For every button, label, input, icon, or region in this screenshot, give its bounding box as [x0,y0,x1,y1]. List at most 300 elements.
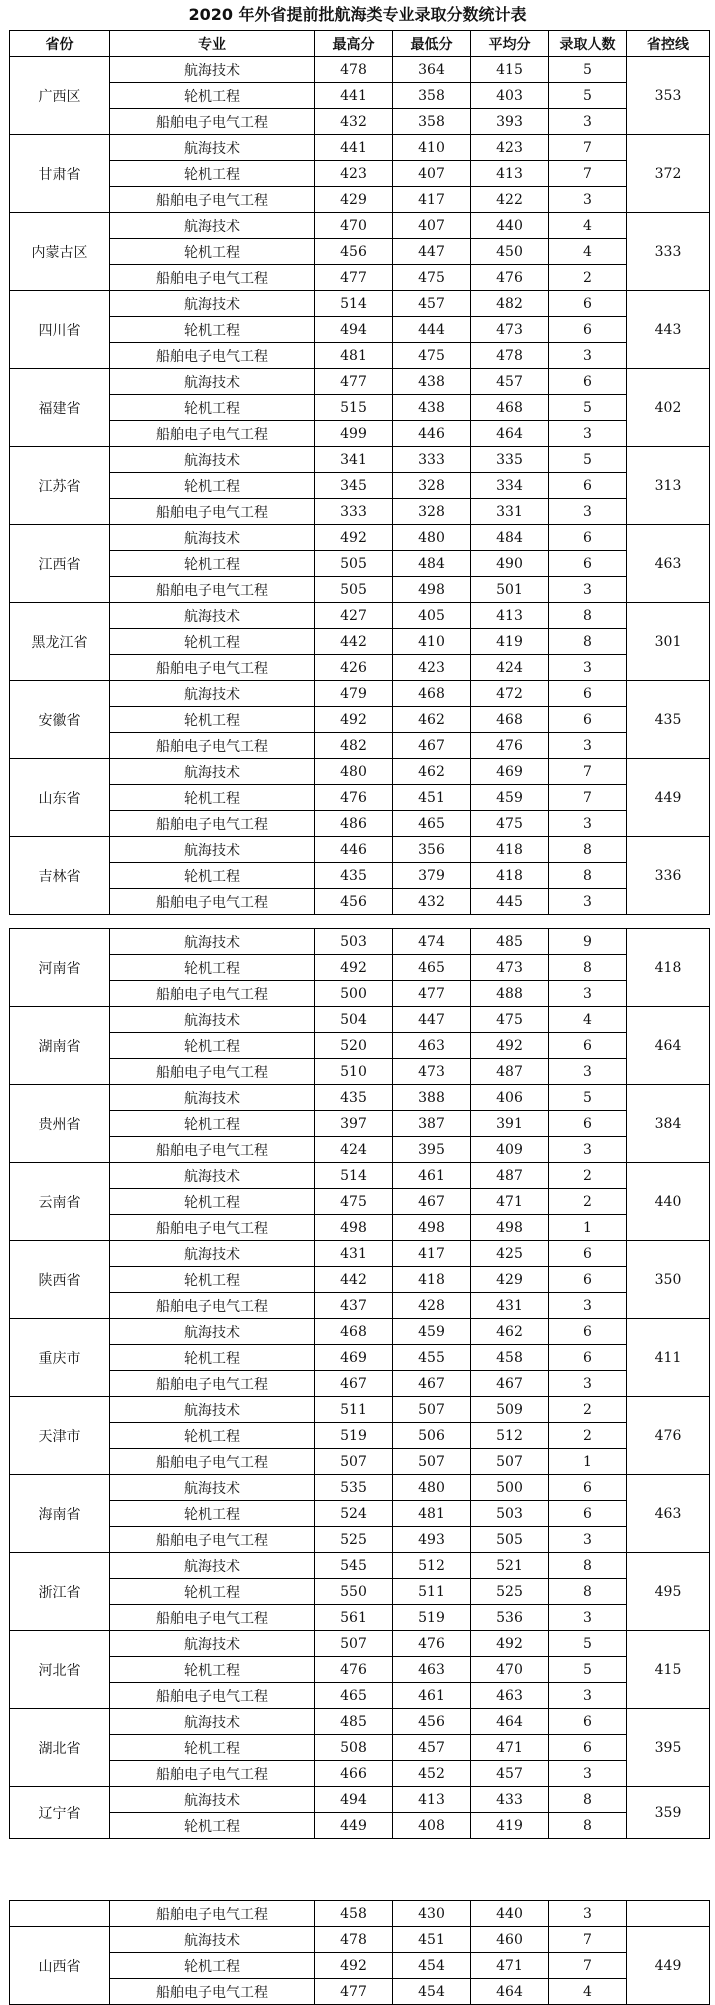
score-cell: 4 [549,213,627,239]
major-cell: 轮机工程 [110,1033,315,1059]
table-row [10,785,710,811]
score-cell: 498 [393,577,471,603]
score-cell: 427 [315,603,393,629]
major-cell: 船舶电子电气工程 [110,811,315,837]
major-cell: 轮机工程 [110,1267,315,1293]
score-cell: 5 [549,1631,627,1657]
score-cell: 432 [393,889,471,915]
major-cell: 轮机工程 [110,1953,315,1979]
score-cell: 458 [315,1901,393,1927]
score-cell: 441 [315,83,393,109]
score-cell: 8 [549,1813,627,1839]
major-cell: 航海技术 [110,1927,315,1953]
province-cell: 湖北省 [10,1709,110,1787]
score-cell: 407 [393,161,471,187]
score-cell: 492 [315,955,393,981]
table-row [10,707,710,733]
table-row [10,1241,710,1267]
control-line-cell: 313 [627,447,710,525]
table-row [10,291,710,317]
table-row [10,83,710,109]
major-cell: 航海技术 [110,1241,315,1267]
table-row [10,1683,710,1709]
score-cell: 435 [315,863,393,889]
table-row [10,265,710,291]
score-cell: 468 [315,1319,393,1345]
province-cell: 海南省 [10,1475,110,1553]
score-cell: 358 [393,83,471,109]
table-row [10,681,710,707]
major-cell: 轮机工程 [110,1735,315,1761]
score-cell: 387 [393,1111,471,1137]
score-cell: 419 [471,629,549,655]
control-line-cell: 402 [627,369,710,447]
table-row [10,187,710,213]
major-cell: 船舶电子电气工程 [110,1059,315,1085]
table-row [10,1371,710,1397]
score-cell: 3 [549,421,627,447]
score-cell: 477 [393,981,471,1007]
score-cell: 454 [393,1953,471,1979]
score-cell: 482 [471,291,549,317]
score-cell: 2 [549,265,627,291]
score-cell: 6 [549,1267,627,1293]
score-cell: 457 [471,369,549,395]
score-cell: 478 [315,1927,393,1953]
score-cell: 3 [549,1293,627,1319]
score-cell: 6 [549,291,627,317]
score-cell: 469 [315,1345,393,1371]
score-cell: 6 [549,1345,627,1371]
score-cell: 3 [549,577,627,603]
table-row [10,1787,710,1813]
score-cell: 4 [549,1007,627,1033]
score-cell: 482 [315,733,393,759]
score-cell: 536 [471,1605,549,1631]
score-cell: 514 [315,1163,393,1189]
score-cell: 6 [549,525,627,551]
major-cell: 船舶电子电气工程 [110,1137,315,1163]
score-cell: 3 [549,1605,627,1631]
score-cell: 477 [315,369,393,395]
table-row [10,109,710,135]
table-row [10,759,710,785]
score-cell: 408 [393,1813,471,1839]
province-cell: 江西省 [10,525,110,603]
score-cell: 507 [393,1397,471,1423]
province-cell: 广西区 [10,57,110,135]
score-cell: 440 [471,213,549,239]
major-cell: 轮机工程 [110,629,315,655]
table-row [10,1293,710,1319]
score-cell: 550 [315,1579,393,1605]
control-line-cell: 350 [627,1241,710,1319]
score-cell: 472 [471,681,549,707]
column-header: 最低分 [393,31,471,57]
control-line-cell: 418 [627,929,710,1007]
score-cell: 462 [393,707,471,733]
score-cell: 505 [315,551,393,577]
score-cell: 515 [315,395,393,421]
score-cell: 413 [393,1787,471,1813]
score-cell: 459 [471,785,549,811]
score-cell: 429 [315,187,393,213]
control-line-cell: 464 [627,1007,710,1085]
province-cell: 河北省 [10,1631,110,1709]
control-line-cell: 353 [627,57,710,135]
score-cell: 364 [393,57,471,83]
major-cell: 船舶电子电气工程 [110,1761,315,1787]
score-cell: 450 [471,239,549,265]
score-cell: 475 [471,811,549,837]
score-cell: 8 [549,1579,627,1605]
score-cell: 3 [549,811,627,837]
score-cell: 4 [549,239,627,265]
table-row [10,1901,710,1927]
control-line-cell: 415 [627,1631,710,1709]
table-row [10,1527,710,1553]
score-cell: 331 [471,499,549,525]
table-section [9,30,709,915]
table-row [10,655,710,681]
score-cell: 520 [315,1033,393,1059]
score-cell: 3 [549,187,627,213]
score-cell: 460 [471,1927,549,1953]
score-cell: 3 [549,733,627,759]
major-cell: 航海技术 [110,447,315,473]
major-cell: 航海技术 [110,135,315,161]
score-cell: 498 [315,1215,393,1241]
score-table [9,928,710,1839]
score-cell: 481 [315,343,393,369]
major-cell: 航海技术 [110,1319,315,1345]
major-cell: 轮机工程 [110,863,315,889]
score-cell: 426 [315,655,393,681]
score-cell: 405 [393,603,471,629]
table-row [10,1475,710,1501]
table-row [10,1735,710,1761]
table-row [10,1449,710,1475]
province-cell: 安徽省 [10,681,110,759]
score-cell: 451 [393,1927,471,1953]
score-cell: 2 [549,1423,627,1449]
score-cell: 480 [393,1475,471,1501]
score-cell: 447 [393,239,471,265]
score-cell: 468 [471,395,549,421]
score-cell: 345 [315,473,393,499]
score-cell: 479 [315,681,393,707]
control-line-cell: 449 [627,1927,710,2005]
column-header: 省份 [10,31,110,57]
score-cell: 469 [471,759,549,785]
score-cell: 485 [315,1709,393,1735]
score-cell: 511 [315,1397,393,1423]
province-cell: 陕西省 [10,1241,110,1319]
control-line-cell: 440 [627,1163,710,1241]
page-title: 2020 年外省提前批航海类专业录取分数统计表 [188,5,527,24]
score-cell: 521 [471,1553,549,1579]
score-cell: 5 [549,57,627,83]
score-cell: 388 [393,1085,471,1111]
score-cell: 476 [471,733,549,759]
score-cell: 456 [393,1709,471,1735]
score-cell: 465 [393,811,471,837]
score-cell: 500 [471,1475,549,1501]
score-cell: 488 [471,981,549,1007]
table-row [10,1927,710,1953]
score-cell: 6 [549,1475,627,1501]
table-row [10,1111,710,1137]
score-cell: 470 [315,213,393,239]
score-cell: 6 [549,317,627,343]
score-cell: 468 [471,707,549,733]
score-cell: 3 [549,981,627,1007]
table-row [10,343,710,369]
score-cell: 7 [549,135,627,161]
score-cell: 478 [315,57,393,83]
score-cell: 481 [393,1501,471,1527]
score-cell: 476 [315,1657,393,1683]
score-cell: 490 [471,551,549,577]
table-row [10,395,710,421]
score-cell: 418 [471,863,549,889]
score-cell: 514 [315,291,393,317]
major-cell: 轮机工程 [110,1345,315,1371]
score-cell: 445 [471,889,549,915]
major-cell: 航海技术 [110,1085,315,1111]
province-cell: 江苏省 [10,447,110,525]
major-cell: 轮机工程 [110,1657,315,1683]
score-cell: 8 [549,629,627,655]
table-row [10,1215,710,1241]
score-cell: 413 [471,161,549,187]
score-cell: 471 [471,1735,549,1761]
score-cell: 413 [471,603,549,629]
score-cell: 467 [393,733,471,759]
score-cell: 459 [393,1319,471,1345]
table-row [10,1501,710,1527]
major-cell: 轮机工程 [110,707,315,733]
score-cell: 535 [315,1475,393,1501]
table-row [10,239,710,265]
score-cell: 525 [315,1527,393,1553]
table-row [10,499,710,525]
score-cell: 498 [471,1215,549,1241]
score-cell: 499 [315,421,393,447]
score-cell: 473 [471,317,549,343]
score-cell: 475 [315,1189,393,1215]
table-row [10,213,710,239]
major-cell: 航海技术 [110,57,315,83]
score-cell: 477 [315,1979,393,2005]
major-cell: 船舶电子电气工程 [110,187,315,213]
score-cell: 419 [471,1813,549,1839]
score-cell: 467 [315,1371,393,1397]
table-row [10,551,710,577]
score-cell: 3 [549,1371,627,1397]
control-line-cell: 333 [627,213,710,291]
score-cell: 432 [315,109,393,135]
major-cell: 船舶电子电气工程 [110,733,315,759]
score-cell: 7 [549,759,627,785]
major-cell: 航海技术 [110,1709,315,1735]
major-cell: 轮机工程 [110,83,315,109]
table-row [10,733,710,759]
score-cell: 508 [315,1735,393,1761]
table-row [10,863,710,889]
major-cell: 船舶电子电气工程 [110,499,315,525]
score-cell: 433 [471,1787,549,1813]
score-cell: 8 [549,1787,627,1813]
table-row [10,1657,710,1683]
major-cell: 船舶电子电气工程 [110,265,315,291]
score-cell: 8 [549,603,627,629]
score-cell: 500 [315,981,393,1007]
score-cell: 506 [393,1423,471,1449]
major-cell: 轮机工程 [110,473,315,499]
score-cell: 7 [549,1953,627,1979]
major-cell: 船舶电子电气工程 [110,109,315,135]
major-cell: 轮机工程 [110,395,315,421]
score-cell: 428 [393,1293,471,1319]
table-row [10,57,710,83]
score-cell: 463 [393,1657,471,1683]
table-row [10,525,710,551]
score-cell: 3 [549,1137,627,1163]
control-line-cell: 384 [627,1085,710,1163]
score-cell: 435 [315,1085,393,1111]
table-row [10,1979,710,2005]
table-row [10,629,710,655]
table-row [10,1007,710,1033]
major-cell: 航海技术 [110,1475,315,1501]
score-cell: 501 [471,577,549,603]
table-section [9,1900,709,2005]
table-row [10,1189,710,1215]
column-header: 平均分 [471,31,549,57]
major-cell: 轮机工程 [110,239,315,265]
score-cell: 395 [393,1137,471,1163]
table-row [10,1137,710,1163]
score-cell: 493 [393,1527,471,1553]
major-cell: 航海技术 [110,1553,315,1579]
score-cell: 418 [393,1267,471,1293]
major-cell: 船舶电子电气工程 [110,1371,315,1397]
control-line-cell: 443 [627,291,710,369]
score-cell: 478 [471,343,549,369]
table-row [10,161,710,187]
score-cell: 431 [471,1293,549,1319]
score-cell: 473 [471,955,549,981]
score-cell: 503 [315,929,393,955]
score-cell: 5 [549,1085,627,1111]
score-cell: 545 [315,1553,393,1579]
table-row [10,317,710,343]
score-cell: 505 [471,1527,549,1553]
score-cell: 430 [393,1901,471,1927]
score-cell: 525 [471,1579,549,1605]
score-cell: 7 [549,785,627,811]
province-cell: 福建省 [10,369,110,447]
score-cell: 423 [315,161,393,187]
score-cell: 406 [471,1085,549,1111]
table-row [10,1163,710,1189]
province-cell [10,1901,110,1927]
score-cell: 463 [393,1033,471,1059]
control-line-cell: 336 [627,837,710,915]
major-cell: 船舶电子电气工程 [110,889,315,915]
major-cell: 船舶电子电气工程 [110,1527,315,1553]
major-cell: 船舶电子电气工程 [110,981,315,1007]
score-cell: 407 [393,213,471,239]
score-cell: 356 [393,837,471,863]
score-cell: 5 [549,1657,627,1683]
score-cell: 393 [471,109,549,135]
score-cell: 457 [393,1735,471,1761]
score-cell: 456 [315,889,393,915]
score-cell: 2 [549,1397,627,1423]
major-cell: 船舶电子电气工程 [110,1605,315,1631]
score-cell: 3 [549,655,627,681]
score-cell: 3 [549,109,627,135]
major-cell: 船舶电子电气工程 [110,421,315,447]
score-cell: 471 [471,1189,549,1215]
score-table [9,30,710,915]
score-cell: 524 [315,1501,393,1527]
table-row [10,1953,710,1979]
score-cell: 6 [549,1709,627,1735]
major-cell: 航海技术 [110,1631,315,1657]
table-row [10,1033,710,1059]
score-cell: 458 [471,1345,549,1371]
table-row [10,473,710,499]
column-header: 录取人数 [549,31,627,57]
major-cell: 船舶电子电气工程 [110,1683,315,1709]
province-cell: 四川省 [10,291,110,369]
score-cell: 8 [549,863,627,889]
score-cell: 5 [549,447,627,473]
score-cell: 470 [471,1657,549,1683]
major-cell: 轮机工程 [110,1501,315,1527]
score-cell: 6 [549,1033,627,1059]
score-cell: 492 [315,1953,393,1979]
score-cell: 424 [471,655,549,681]
score-cell: 464 [471,1979,549,2005]
control-line-cell: 411 [627,1319,710,1397]
score-cell: 335 [471,447,549,473]
province-cell: 甘肃省 [10,135,110,213]
score-cell: 3 [549,1901,627,1927]
score-cell: 438 [393,369,471,395]
major-cell: 轮机工程 [110,1813,315,1839]
major-cell: 船舶电子电气工程 [110,1901,315,1927]
score-cell: 507 [315,1449,393,1475]
major-cell: 轮机工程 [110,317,315,343]
major-cell: 航海技术 [110,213,315,239]
table-row [10,135,710,161]
score-cell: 3 [549,1761,627,1787]
province-cell: 黑龙江省 [10,603,110,681]
score-cell: 492 [471,1033,549,1059]
major-cell: 航海技术 [110,837,315,863]
table-row [10,447,710,473]
major-cell: 航海技术 [110,1397,315,1423]
score-cell: 465 [315,1683,393,1709]
province-cell: 浙江省 [10,1553,110,1631]
score-cell: 476 [471,265,549,291]
control-line-cell: 395 [627,1709,710,1787]
table-row [10,1319,710,1345]
